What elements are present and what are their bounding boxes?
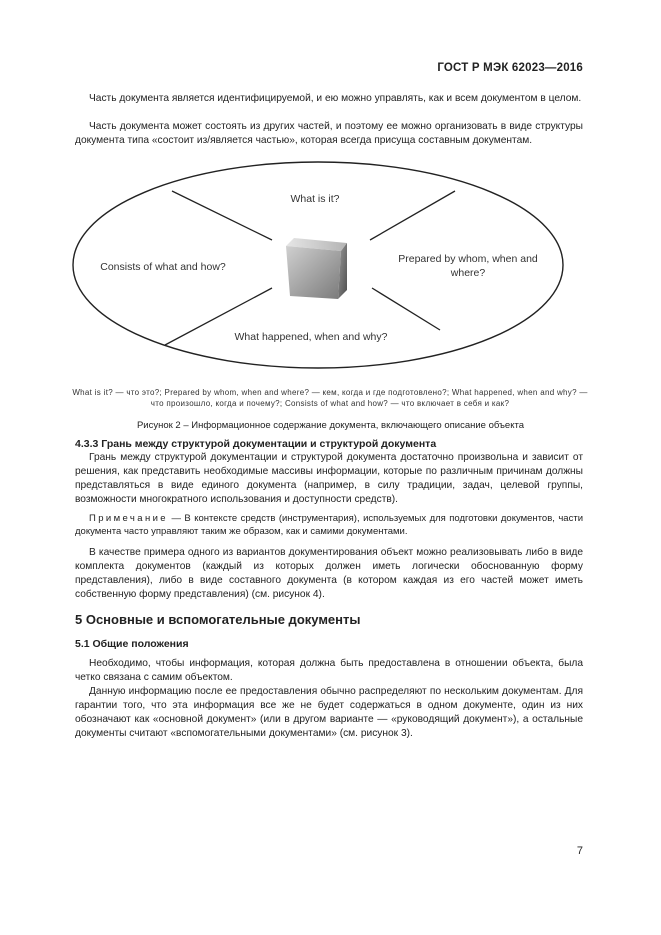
- figure-caption: Рисунок 2 – Информационное содержание документа, включающего описание объекта: [136, 420, 525, 431]
- note-paragraph: [75, 512, 583, 538]
- intro-paragraph-1: Часть документа является идентифицируемой, и ею можно управлять, как и всем документом в целом.: [89, 93, 582, 104]
- intro-paragraph-2: Часть документа может состоять из других частей, и поэтому ее можно организовать в виде структуры документа типа «состоит из/является частью», которая всегда присуща составным документам.: [75, 121, 583, 146]
- divider-line-top-left: [172, 191, 272, 240]
- page-number: 7: [576, 845, 583, 857]
- section-433-paragraph-2: В качестве примера одного из вариантов документирования объект можно реализовывать либо в виде комплекта документов (каждый из которых должен иметь логически обоснованную форму представления), либо в виде составного документа (в котором каждая из его частей может иметь собственную форму представления) (см. рисунок 4).: [75, 547, 583, 600]
- divider-line-top-right: [370, 191, 455, 240]
- label-consists-of: Consists of what and how?: [100, 261, 226, 273]
- section-51-paragraph-1: Необходимо, чтобы информация, которая должна быть предоставлена в отношении объекта, была четко связана с самим объектом.: [75, 658, 583, 683]
- label-prepared-by-2: where?: [450, 267, 486, 279]
- label-prepared-by-1: Prepared by whom, when and: [398, 253, 538, 265]
- section-433-paragraph-1: Грань между структурой документации и структурой документа достаточно произвольна и зависит от решения, как представить необходимые массивы информации, которые по различным причинам должны представляться в виде единого документа (например, в силу традиции, задач, целевой группы, возможности многократного использования и доступности средств).: [75, 452, 583, 505]
- figure-legend: [40, 387, 620, 409]
- figure-diagram: [60, 160, 580, 385]
- note-text: — В контексте средств (инструментария), используемых для подготовки документов, части документа часто управляют таким же образом, как и самими документами.: [75, 513, 583, 537]
- section-51-heading: 5.1 Общие положения: [75, 638, 189, 650]
- legend-line-1: What is it? — что это?; Prepared by whom, when and where? — кем, когда и где подготовлено?; What happened, when and why? —: [72, 388, 588, 397]
- legend-line-2: что произошло, когда и почему?; Consists of what and how? — что включает в себя и как?: [150, 399, 510, 408]
- note-label: Примечание: [89, 513, 168, 524]
- standard-header: ГОСТ Р МЭК 62023—2016: [437, 62, 583, 74]
- figure-object-info: [60, 160, 580, 385]
- object-cube-icon: [286, 238, 347, 299]
- divider-line-bottom-right: [372, 288, 440, 330]
- label-what-is-it: What is it?: [290, 193, 340, 205]
- section-433-heading: 4.3.3 Грань между структурой документации и структурой документа: [75, 438, 437, 450]
- section-5-heading: 5 Основные и вспомогательные документы: [75, 612, 361, 627]
- label-what-happened: What happened, when and why?: [234, 331, 388, 343]
- section-51-paragraph-2: Данную информацию после ее предоставления обычно распределяют по нескольким документам. Для гарантии того, что эта информация все же не будет содержаться в одном документе, один из них обозначают как «основной документ» (или в другом варианте — «руководящий документ»), а остальные документы считают «вспомогательными документами» (см. рисунок 3).: [75, 686, 583, 739]
